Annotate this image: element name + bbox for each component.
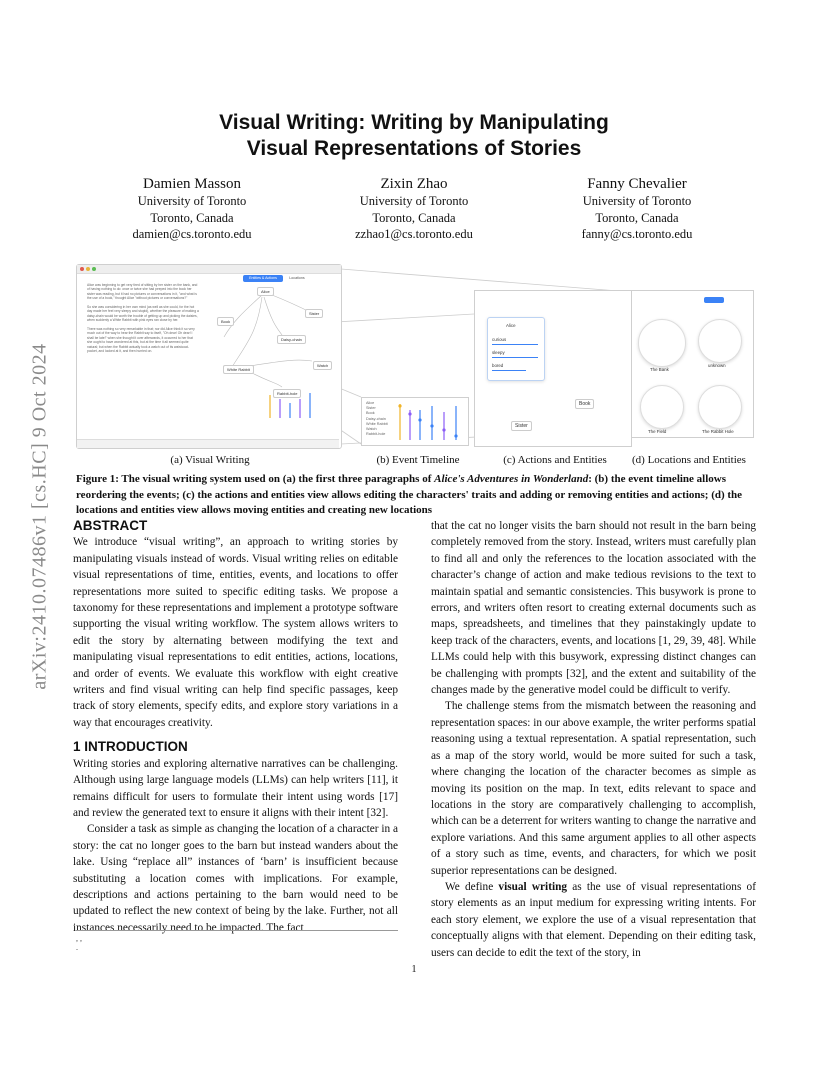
tab-entities-actions[interactable]: Entities & Actions <box>243 275 283 282</box>
minimize-dot[interactable] <box>86 267 90 271</box>
paper-title <box>0 110 828 162</box>
actions-entities-panel <box>474 290 632 447</box>
tab-locations[interactable]: Locations <box>289 276 305 280</box>
location-the-rabbit-hole[interactable] <box>698 385 742 429</box>
node-sister-large[interactable]: Sister <box>511 421 532 431</box>
trait-card-title: Alice <box>506 323 516 328</box>
location-unknown[interactable] <box>698 319 742 363</box>
author-2: Zixin Zhao University of Toronto Toronto, Canada zzhao1@cs.toronto.edu <box>355 176 473 241</box>
right-column <box>431 518 756 961</box>
trait-bored-slider[interactable] <box>492 370 526 371</box>
author-1: Damien Masson University of Toronto Toronto, Canada damien@cs.toronto.edu <box>132 176 252 241</box>
story-text-editor[interactable]: Alice was beginning to get very tired of sitting by her sister on the bank, and of having nothing to do: once or twice she had peeped into the book her sister was reading, but it had no pictures or conversations in it, "and what is the use of a book," thought Alice "without pictures or conversations?" So she was considering in her own mind (as well as she could, for the hot day made her feel very sleepy and stupid), whether the pleasure of making a daisy-chain would be worth the trouble of getting up and picking the daisies, when suddenly a White Rabbit with pink eyes ran close by her. There was nothing so very remarkable in that; nor did Alice think it so very much out of the way to hear the Rabbit say to itself, "Oh dear! Oh dear! I shall be late!" when she thought it over afterwards, it occurred to her that she ought to have wondered at this, but at the time it all seemed quite natural; but when the Rabbit actually took a watch out of its waistcoat-pocket, and looked at it, and then hurried on. <box>87 283 199 354</box>
left-column <box>73 518 398 936</box>
node-daisy-chain[interactable]: Daisy-chain <box>277 335 306 344</box>
entity-graph <box>202 283 341 423</box>
abstract-heading: ABSTRACT <box>73 518 148 533</box>
trait-bored-label: bored <box>492 363 504 368</box>
teaser-figure <box>76 264 752 450</box>
location-label-bank: The Bank <box>650 367 669 372</box>
subcaption-a: (a) Visual Writing <box>170 454 250 466</box>
author-3: Fanny Chevalier University of Toronto Toronto, Canada fanny@cs.toronto.edu <box>581 176 693 241</box>
trait-sleepy-slider[interactable] <box>492 357 538 358</box>
introduction-heading: 1 INTRODUCTION <box>73 739 188 755</box>
right-paragraph-1: that the cat no longer visits the barn should not result in the barn being completely removed from the story. Instead, writers must carefully plan to find all and only the references to the location associated with the character’s change of action and make tedious revisions to the text to maintain spatial and semantic consistencies. This busywork is prone to errors, and writers often resort to creating external documents such as maps, spreadsheets, and timelines that they painstakingly update to keep track of the characters, events, and locations [1, 29, 39, 48]. While LLMs could help with this busywork, expressing distinct changes can be challenging with prompts [32], and the extent and suitability of the changes made by the generative model could be difficult to verify. <box>431 520 756 697</box>
event-timeline-panel <box>361 397 469 446</box>
timeline-entity-list: Alice Sister Book Daisy-chain White Rabbit Watch Rabbit-hole <box>366 401 388 437</box>
trait-curious-label: curious <box>492 337 507 342</box>
visual-writing-window <box>76 264 342 449</box>
location-label-rabbit-hole: The Rabbit Hole <box>702 429 734 434</box>
location-the-field[interactable] <box>640 385 684 429</box>
title-line-1: Visual Writing: Writing by Manipulating <box>219 111 609 134</box>
location-label-field: The Field <box>648 429 667 434</box>
trait-sleepy-label: sleepy <box>492 350 505 355</box>
right-paragraph-2: The challenge stems from the mismatch between the reasoning and representation spaces: in our above example, the writer performs spatial reasoning using a textual representation. A spatial representation, such as a map of the story world, would be more suited for such a task, where changing the location of the character becomes as simple as moving its position on the map. In text, edits relevant to space and locations in the story are comparatively challenging to accomplish, which can be a deterrent for writers wanting to change the narrative and explore variations. And this same argument applies to all other aspects of a story such as time, events, and characters, for which we posit superior representations can be designed. <box>431 700 756 877</box>
trait-curious-slider[interactable] <box>492 344 538 345</box>
intro-paragraph-1: Writing stories and exploring alternative narratives can be challenging. Although using large language models (LLMs) can help writers [11], it remains difficult for users to formulate their intent using words [17] and review the generated text to ensure it aligns with their intent [32]. <box>73 757 398 819</box>
node-book[interactable]: Book <box>217 317 234 326</box>
node-rabbit-hole[interactable]: Rabbit-hole <box>273 389 301 398</box>
timeline-strip[interactable] <box>77 439 339 448</box>
node-white-rabbit[interactable]: White Rabbit <box>223 365 254 374</box>
node-alice[interactable]: Alice <box>257 287 274 296</box>
subcaption-c: (c) Actions and Entities <box>503 454 607 466</box>
page-number: 1 <box>411 964 417 975</box>
event-timeline-lines <box>396 400 466 444</box>
right-paragraph-3: We define visual writing as the use of visual representations of story elements as an input medium for expressing writing intents. For each story element, we explore the use of a visual representation that conceptually aligns with that element. Depending on their editing task, users can decide to edit the text of the story, in <box>431 880 756 959</box>
footnote-rule <box>76 930 398 931</box>
close-dot[interactable] <box>80 267 84 271</box>
abstract-text: We introduce “visual writing”, an approach to writing stories by manipulating visuals instead of words. Visual writing relies on editable visual representations of time, entities, events, and locations to offer representations more suited to specific editing tasks. We propose a taxonomy for these representations and implement a prototype software supporting the visual writing workflow. The system allows writers to edit the story by alternating between modifying the text and manipulating visual representations to edit entities, actions, locations, and order of events. We evaluate this workflow with eight creative writers and find visual writing can help find specific passages, keep track of story elements, specify edits, and explore story variations in a way that encourages creativity. <box>73 536 398 729</box>
subcaption-d: (d) Locations and Entities <box>632 454 746 466</box>
node-sister[interactable]: Sister <box>305 309 323 318</box>
location-label-unknown: unknown <box>708 363 726 368</box>
node-watch[interactable]: Watch <box>313 361 332 370</box>
subcaption-b: (b) Event Timeline <box>376 454 460 466</box>
alice-trait-card[interactable] <box>487 317 545 381</box>
intro-paragraph-2: Consider a task as simple as changing the location of a character in a story: the cat no longer goes to the barn but instead wanders about the lake. Using “replace all” instances of ‘barn’ is insufficient because substituting a location comes with implications. For example, descriptions and actions pertaining to the barn would need to be updated to reflect the new context of being by the lake. Further, not all instances necessarily need to be impacted. The fact <box>73 823 398 934</box>
arxiv-identifier: arXiv:2410.07486v1 [cs.HC] 9 Oct 2024 <box>28 343 51 690</box>
location-the-bank[interactable] <box>638 319 686 367</box>
window-titlebar <box>77 265 341 274</box>
footnote: , , . <box>76 934 82 952</box>
locations-entities-panel <box>631 290 754 438</box>
figure-caption: Figure 1: The visual writing system used on (a) the first three paragraphs of Alice's Adventures in Wonderland: (b) the event timeline allows reordering the events; (c) the actions and entities view allows editing the characters' traits and adding or removing entities and actions; (d) the locations and entities view allows moving entities and creating new locations <box>76 473 743 516</box>
title-line-2: Visual Representations of Stories <box>246 137 582 160</box>
maximize-dot[interactable] <box>92 267 96 271</box>
locations-tab-active[interactable] <box>704 297 724 303</box>
node-book-large[interactable]: Book <box>575 399 594 409</box>
